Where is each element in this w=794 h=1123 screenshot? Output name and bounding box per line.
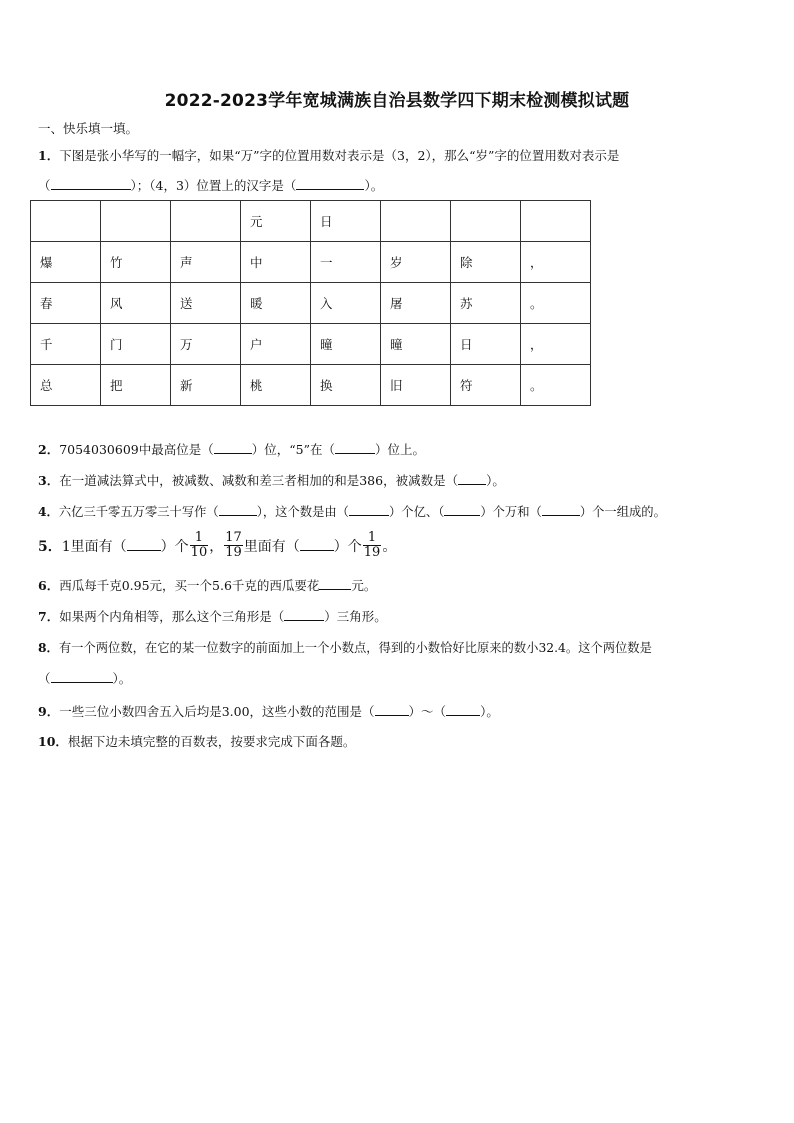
answer-blank[interactable]: [375, 703, 409, 716]
question-number: 1．: [38, 148, 60, 163]
question-1-line-2: [38, 177, 383, 194]
numerator: 17: [225, 530, 242, 545]
question-7: [38, 608, 387, 625]
grid-cell: 屠: [381, 283, 451, 324]
question-number: 6．: [38, 578, 60, 593]
text: （: [38, 671, 51, 686]
question-number: 4．: [38, 504, 59, 519]
grid-cell: 符: [451, 365, 521, 406]
question-number: 2．: [38, 442, 60, 457]
text: ，: [209, 539, 224, 555]
grid-cell: [381, 201, 451, 242]
question-number: 8．: [38, 640, 59, 655]
grid-row: [31, 201, 591, 242]
grid-cell: ，: [521, 242, 591, 283]
text: ）位，“5”在（: [251, 442, 335, 457]
text: ）个: [333, 539, 362, 555]
answer-blank[interactable]: [542, 503, 580, 516]
grid-cell: 。: [521, 283, 591, 324]
question-10: [38, 734, 355, 750]
question-8-line-2: [38, 670, 131, 687]
grid-cell: 曈: [311, 324, 381, 365]
question-2: [38, 441, 425, 458]
text: ），这个数是由（: [256, 505, 349, 519]
grid-cell: 户: [241, 324, 311, 365]
grid-row: [31, 242, 591, 283]
question-1-line-1: [38, 148, 619, 164]
answer-blank[interactable]: [284, 608, 324, 621]
answer-blank[interactable]: [349, 503, 389, 516]
text: ）。: [486, 473, 505, 488]
answer-blank[interactable]: [219, 503, 257, 516]
page-title: 2022-2023学年宽城满族自治县数学四下期末检测模拟试题: [164, 91, 630, 111]
grid-cell: 日: [451, 324, 521, 365]
numerator: 1: [190, 531, 209, 546]
answer-blank[interactable]: [446, 703, 480, 716]
answer-blank[interactable]: [296, 177, 364, 190]
answer-blank[interactable]: [127, 538, 161, 551]
grid-row: [31, 365, 591, 406]
grid-cell: 风: [101, 283, 171, 324]
text: 西瓜每千克0.95元，买一个5.6千克的西瓜要花: [59, 578, 320, 593]
grid-cell: [521, 201, 591, 242]
text: 7054030609中最高位是（: [59, 442, 214, 457]
fraction: [224, 531, 243, 560]
answer-blank[interactable]: [51, 670, 113, 683]
text: 。: [382, 539, 397, 555]
grid-cell: 门: [101, 324, 171, 365]
question-number: 5．: [38, 539, 62, 555]
denominator: 10: [190, 545, 208, 560]
text: （: [38, 178, 51, 193]
text: ）。: [112, 671, 132, 686]
question-6: [38, 577, 376, 594]
text: 六亿三千零五万零三十写作（: [58, 505, 219, 519]
answer-blank[interactable]: [335, 441, 375, 454]
text: 元。: [351, 578, 377, 593]
denominator: 19: [363, 545, 381, 560]
text: 有一个两位数，在它的某一位数字的前面加上一个小数点，得到的小数恰好比原来的数小32.4。这个两位数是: [58, 641, 652, 655]
section-heading: 一、快乐填一填。: [38, 121, 139, 136]
denominator: 19: [225, 545, 242, 560]
text: ）个万和（: [480, 505, 542, 519]
grid-cell: 中: [241, 242, 311, 283]
grid-cell: 把: [101, 365, 171, 406]
text: 一些三位小数四舍五入后均是3.00，这些小数的范围是（: [59, 704, 375, 719]
grid-cell: [31, 201, 101, 242]
text: ）。: [364, 178, 384, 193]
question-3: [38, 472, 505, 489]
question-8-line-1: [38, 640, 652, 656]
text: ）个: [160, 539, 189, 555]
grid-cell: 声: [171, 242, 241, 283]
text: ）；（4，3）位置上的汉字是（: [130, 178, 297, 193]
question-number: 10．: [38, 734, 68, 749]
question-text: 下图是张小华写的一幅字，如果“万”字的位置用数对表示是（3，2），那么“岁”字的位置用数对表示是: [59, 148, 620, 163]
grid-cell: 曈: [381, 324, 451, 365]
grid-cell: 桃: [241, 365, 311, 406]
text: ）个一组成的。: [579, 505, 666, 519]
answer-blank[interactable]: [214, 441, 252, 454]
text: 里面有（: [243, 539, 300, 555]
grid-cell: 日: [311, 201, 381, 242]
question-number: 9．: [38, 704, 60, 719]
grid-cell: [171, 201, 241, 242]
question-number: 3．: [38, 473, 60, 488]
grid-cell: 暖: [241, 283, 311, 324]
answer-blank[interactable]: [458, 472, 486, 485]
question-number: 7．: [38, 609, 60, 624]
grid-cell: 春: [31, 283, 101, 324]
text: ）～（: [408, 704, 447, 719]
text: 在一道减法算式中，被减数、减数和差三者相加的和是386，被减数是（: [59, 473, 459, 488]
grid-cell: 换: [311, 365, 381, 406]
grid-cell: 新: [171, 365, 241, 406]
grid-cell: 千: [31, 324, 101, 365]
grid-row: [31, 324, 591, 365]
grid-row: [31, 283, 591, 324]
text: 如果两个内角相等，那么这个三角形是（: [59, 609, 285, 624]
grid-cell: 送: [171, 283, 241, 324]
text: ）个亿、（: [388, 505, 445, 519]
fraction: [363, 531, 382, 560]
grid-cell: 岁: [381, 242, 451, 283]
text: ）。: [480, 704, 499, 719]
text: ）位上。: [374, 442, 425, 457]
grid-cell: 一: [311, 242, 381, 283]
character-grid: [30, 200, 591, 406]
grid-cell: 总: [31, 365, 101, 406]
grid-cell: 。: [521, 365, 591, 406]
grid-cell: [101, 201, 171, 242]
fraction: [190, 531, 209, 560]
question-4: [38, 503, 666, 520]
question-9: [38, 703, 499, 720]
text: 1里面有（: [61, 539, 127, 555]
text: ）三角形。: [324, 609, 387, 624]
grid-cell: 竹: [101, 242, 171, 283]
question-5: [38, 530, 397, 562]
grid-cell: 万: [171, 324, 241, 365]
grid-cell: 爆: [31, 242, 101, 283]
text: 根据下边未填完整的百数表，按要求完成下面各题。: [67, 734, 356, 749]
grid-cell: 入: [311, 283, 381, 324]
grid-cell: 元: [241, 201, 311, 242]
answer-blank[interactable]: [444, 503, 480, 516]
grid-cell: ，: [521, 324, 591, 365]
numerator: 1: [363, 531, 382, 546]
grid-cell: 苏: [451, 283, 521, 324]
grid-cell: 除: [451, 242, 521, 283]
answer-blank[interactable]: [319, 577, 351, 590]
answer-blank[interactable]: [300, 538, 334, 551]
grid-cell: [451, 201, 521, 242]
grid-cell: 旧: [381, 365, 451, 406]
answer-blank[interactable]: [51, 177, 131, 190]
